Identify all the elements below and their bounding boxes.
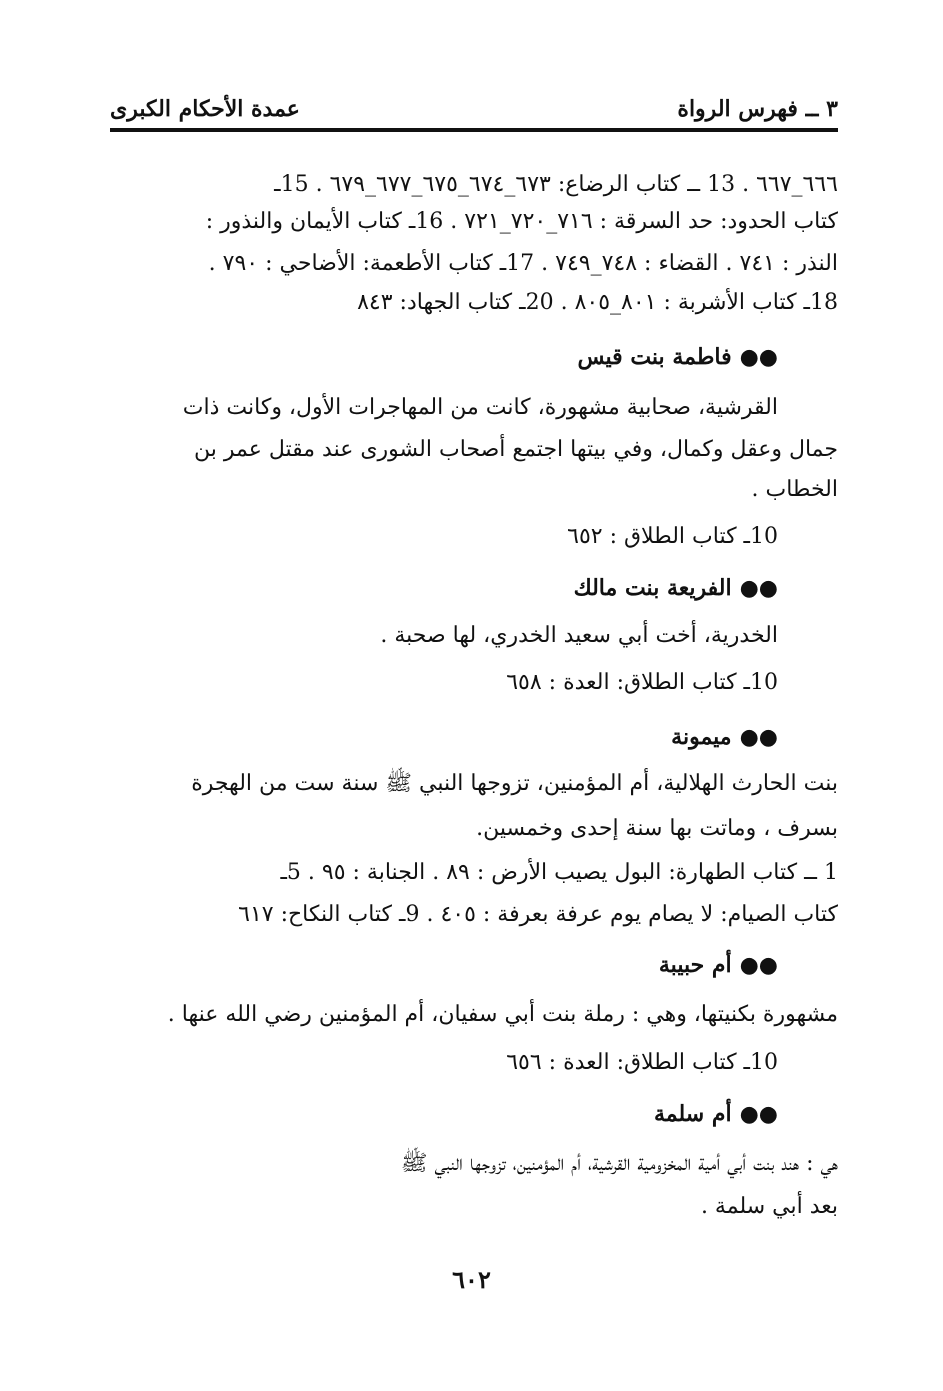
narrator-ref: 10ـ كتاب الطلاق : ٦٥٢ xyxy=(567,524,778,549)
narrator-name: أم حبيبة xyxy=(658,952,732,978)
narrator-bio: الخطاب . xyxy=(751,477,838,502)
continuation-line: كتاب الحدود: حد السرقة : ٧١٦_٧٢٠_٧٢١ . 16ـ كتاب الأيمان والنذور : xyxy=(205,209,838,234)
header-rule xyxy=(110,128,838,132)
continuation-line: النذر : ٧٤١ . القضاء : ٧٤٨_٧٤٩ . 17ـ كتاب الأطعمة: الأضاحي : ٧٩٠ . xyxy=(208,251,838,276)
narrator-heading xyxy=(577,340,778,374)
running-header xyxy=(110,92,838,122)
narrator-bio: جمال وعقل وكمال، وفي بيتها اجتمع أصحاب الشورى عند مقتل عمر بن xyxy=(193,437,838,462)
narrator-heading xyxy=(671,720,778,754)
narrator-bio: بنت الحارث الهلالية، أم المؤمنين، تزوجها النبي ﷺ سنة ست من الهجرة xyxy=(191,771,838,796)
narrator-bio: القرشية، صحابية مشهورة، كانت من المهاجرات الأول، وكانت ذات xyxy=(182,395,778,420)
narrator-ref: 10ـ كتاب الطلاق: العدة : ٦٥٨ xyxy=(506,670,778,695)
narrator-name: الفريعة بنت مالك xyxy=(573,575,732,601)
narrator-bio: بسرف ، وماتت بها سنة إحدى وخمسين. xyxy=(476,816,838,841)
narrator-name: أم سلمة xyxy=(653,1101,732,1127)
bullet-icon: ●● xyxy=(739,575,778,601)
bullet-icon: ●● xyxy=(739,952,778,978)
book-title: عمدة الأحكام الكبرى xyxy=(110,96,300,122)
narrator-heading xyxy=(574,571,778,605)
narrator-bio: الخدرية، أخت أبي سعيد الخدري، لها صحبة . xyxy=(380,623,778,648)
continuation-line: ٦٦٦_٦٦٧ . 13 ــ كتاب الرضاع: ٦٧٣_٦٧٤_٦٧٥_٦٧٧_٦٧٩ . 15ـ xyxy=(274,172,838,197)
narrator-ref: 10ـ كتاب الطلاق: العدة : ٦٥٦ xyxy=(506,1050,778,1075)
narrator-heading xyxy=(654,1097,778,1131)
narrator-ref: كتاب الصيام: لا يصام يوم عرفة بعرفة : ٤٠٥ . 9ـ كتاب النكاح: ٦١٧ xyxy=(238,902,838,927)
narrator-name: ميمونة xyxy=(671,724,732,750)
narrator-bio: بعد أبي سلمة . xyxy=(700,1194,838,1219)
bullet-icon: ●● xyxy=(739,1101,778,1127)
section-title: ٣ ــ فهرس الرواة xyxy=(677,96,838,122)
narrator-heading xyxy=(659,948,778,982)
bullet-icon: ●● xyxy=(739,724,778,750)
narrator-bio: هي : هند بنت أبي أمية المخزومية القرشية، أم المؤمنين، تزوجها النبي ﷺ xyxy=(400,1151,838,1176)
bullet-icon: ●● xyxy=(739,344,778,370)
narrator-bio: مشهورة بكنيتها، وهي : رملة بنت أبي سفيان، أم المؤمنين رضي الله عنها . xyxy=(167,1002,838,1027)
page-number: ٦٠٢ xyxy=(452,1265,491,1294)
narrator-name: فاطمة بنت قيس xyxy=(577,344,732,370)
narrator-ref: 1 ــ كتاب الطهارة: البول يصيب الأرض : ٨٩ . الجنابة : ٩٥ . 5ـ xyxy=(280,860,838,885)
continuation-line: 18ـ كتاب الأشربة : ٨٠١_٨٠٥ . 20ـ كتاب الجهاد: ٨٤٣ xyxy=(357,290,838,315)
